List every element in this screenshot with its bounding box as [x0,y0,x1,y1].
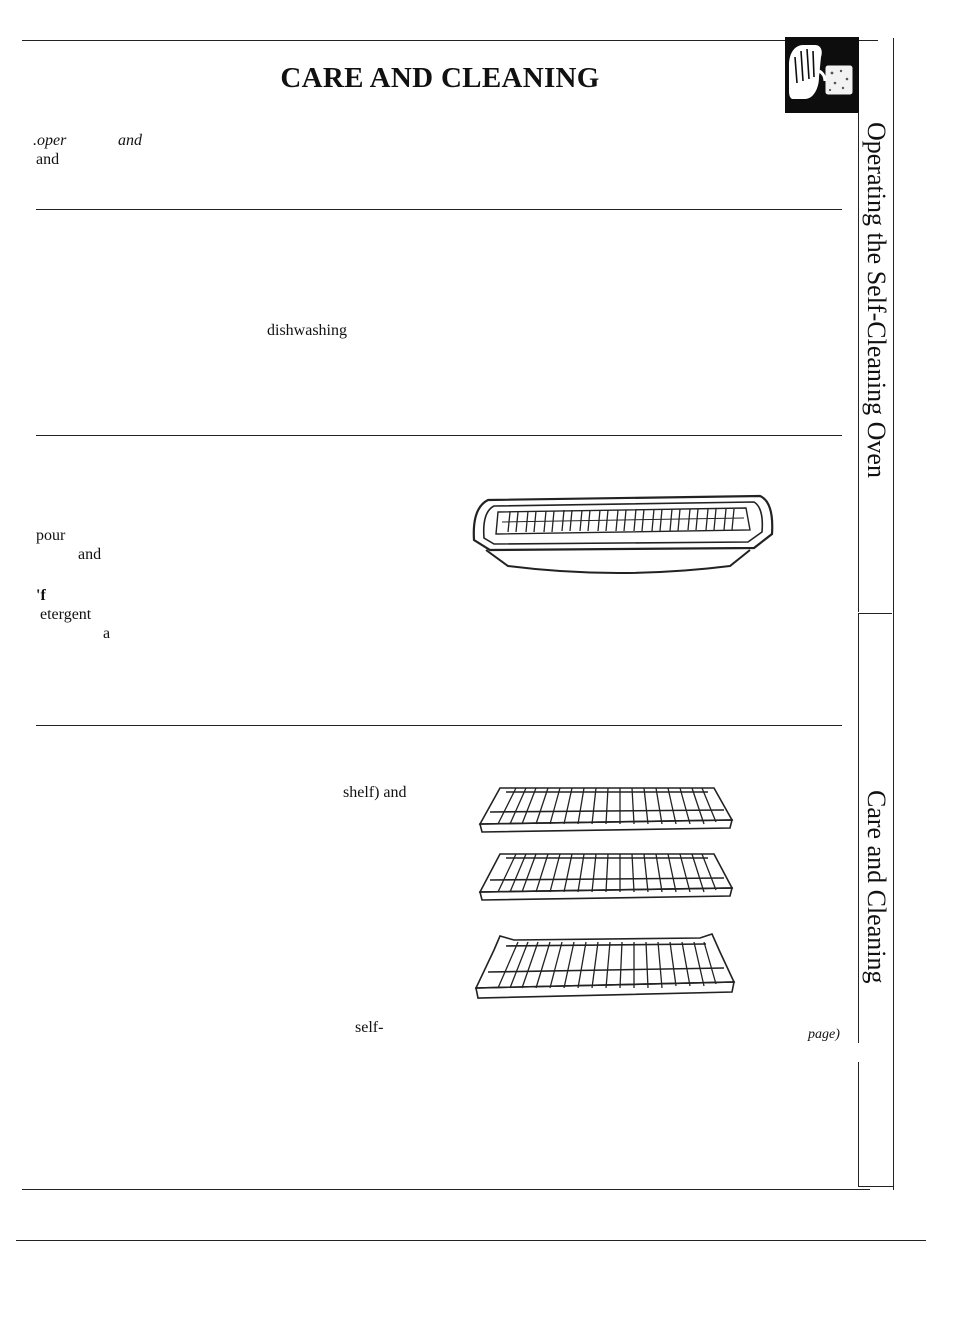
text-dishwashing: dishwashing [267,322,347,339]
tab-rule-bottom [858,1186,894,1187]
offset-shelf-bottom [476,934,734,998]
text-pour: pour [36,527,66,544]
flat-shelf-middle [480,854,732,900]
section-rule-1 [36,209,842,210]
text-self: self- [355,1019,384,1036]
side-tab-operating: Operating the Self-Cleaning Oven [862,122,891,478]
top-rule [22,40,878,41]
text-and-3: and [78,546,102,563]
text-proper: .oper [33,132,67,149]
section-rule-2 [36,435,842,436]
footer-rule [16,1240,926,1241]
side-tab-care: Care and Cleaning [862,790,891,984]
bottom-rule [22,1189,870,1190]
text-if: 'f [36,587,46,604]
section-rule-3 [36,725,842,726]
tab-rule-right [893,38,894,1190]
oven-shelves-illustration [470,782,736,1004]
hand-with-sponge-graphic [785,37,859,113]
text-shelf-and: shelf) and [343,784,407,801]
hand-with-sponge-icon [785,37,859,113]
flat-shelf-top [480,788,732,832]
tab-rule-inner-bottom [858,1062,859,1186]
text-and-2: and [36,151,60,168]
text-detergent: etergent [40,606,92,623]
broiler-pan-illustration [468,488,778,580]
tab-rule-inner-mid [858,613,859,1043]
page-title: CARE AND CLEANING [280,62,600,94]
text-and-1: and [118,132,142,149]
text-a: a [103,625,111,642]
tab-rule-inner-top [858,112,859,612]
tab-divider [858,613,892,614]
text-page: page) [808,1027,840,1042]
